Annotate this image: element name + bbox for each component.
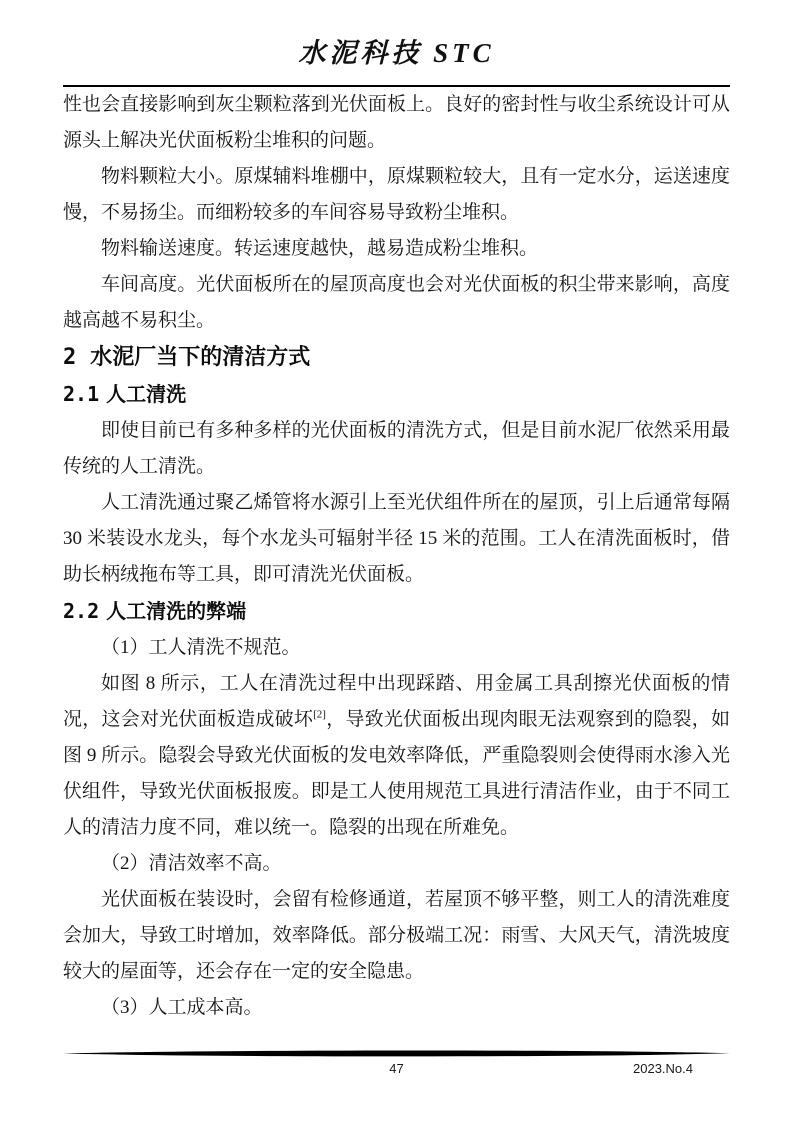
paragraph-worker-damage (63, 666, 730, 846)
citation-reference-2: [2] (313, 708, 326, 721)
paragraph-cleaning-efficiency: 光伏面板在装设时，会留有检修通道，若屋顶不够平整，则工人的清洗难度会加大，导致工时增加，效率降低。部分极端工况：雨雪、大风天气，清洗坡度较大的屋面等，还会存在一定的安全隐患。 (63, 889, 730, 982)
paragraph-sealing-continuation: 性也会直接影响到灰尘颗粒落到光伏面板上。良好的密封性与收尘系统设计可从源头上解决光伏面板粉尘堆积的问题。 (63, 94, 730, 151)
section-number: 2.2 (63, 599, 100, 623)
list-item-1: （1）工人清洗不规范。 (101, 637, 301, 658)
section-title: 人工清洗的弊端 (106, 601, 247, 623)
paragraph-text: ，导致光伏面板出现肉眼无法观察到的隐裂，如图 9 所示。隐裂会导致光伏面板的发电效率降低，严重隐裂则会使得雨水渗入光伏组件，导致光伏面板报废。即是工人使用规范工具进行清洁作业，由于不同工人的清洁力度不同，难以统一。隐裂的出现在所难免。 (63, 709, 730, 838)
section-heading-2 (63, 339, 730, 376)
page-footer (63, 1049, 730, 1078)
journal-title: 水泥科技 STC (298, 38, 495, 68)
paragraph-transport-speed: 物料输送速度。转运速度越快，越易造成粉尘堆积。 (101, 238, 539, 259)
section-number: 2.1 (63, 382, 100, 406)
section-title: 人工清洗 (106, 384, 187, 406)
section-title: 水泥厂当下的清洁方式 (90, 344, 311, 369)
footer-rule (63, 1049, 730, 1058)
page-number: 47 (389, 1061, 404, 1076)
section-heading-2-1 (63, 376, 730, 413)
section-heading-2-2 (63, 593, 730, 630)
section-number: 2 (63, 345, 77, 370)
paragraph-particle-size: 物料颗粒大小。原煤辅料堆棚中，原煤颗粒较大，且有一定水分，运送速度慢，不易扬尘。而细粉较多的车间容易导致粉尘堆积。 (63, 166, 730, 223)
paragraph-manual-cleaning-current: 即使目前已有多种多样的光伏面板的清洗方式，但是目前水泥厂依然采用最传统的人工清洗。 (63, 420, 730, 477)
page-header (63, 0, 730, 70)
footer-text-row (63, 1060, 730, 1078)
paragraph-manual-cleaning-method: 人工清洗通过聚乙烯管将水源引上至光伏组件所在的屋顶，引上后通常每隔30 米装设水龙头，每个水龙头可辐射半径 15 米的范围。工人在清洗面板时，借助长柄绒拖布等工具，即可清洗光伏面板。 (63, 492, 730, 585)
article-body (63, 87, 730, 1026)
issue-label: 2023.No.4 (633, 1061, 693, 1076)
list-item-3: （3）人工成本高。 (101, 997, 263, 1018)
list-item-2: （2）清洁效率不高。 (101, 853, 282, 874)
paragraph-workshop-height: 车间高度。光伏面板所在的屋顶高度也会对光伏面板的积尘带来影响，高度越高越不易积尘。 (63, 274, 730, 331)
paragraph-text: 如图 8 所示，工人在清洗过程中出现踩踏、用金属工具刮擦光伏面板的情况，这会对光伏面板造成破坏 (63, 673, 730, 730)
